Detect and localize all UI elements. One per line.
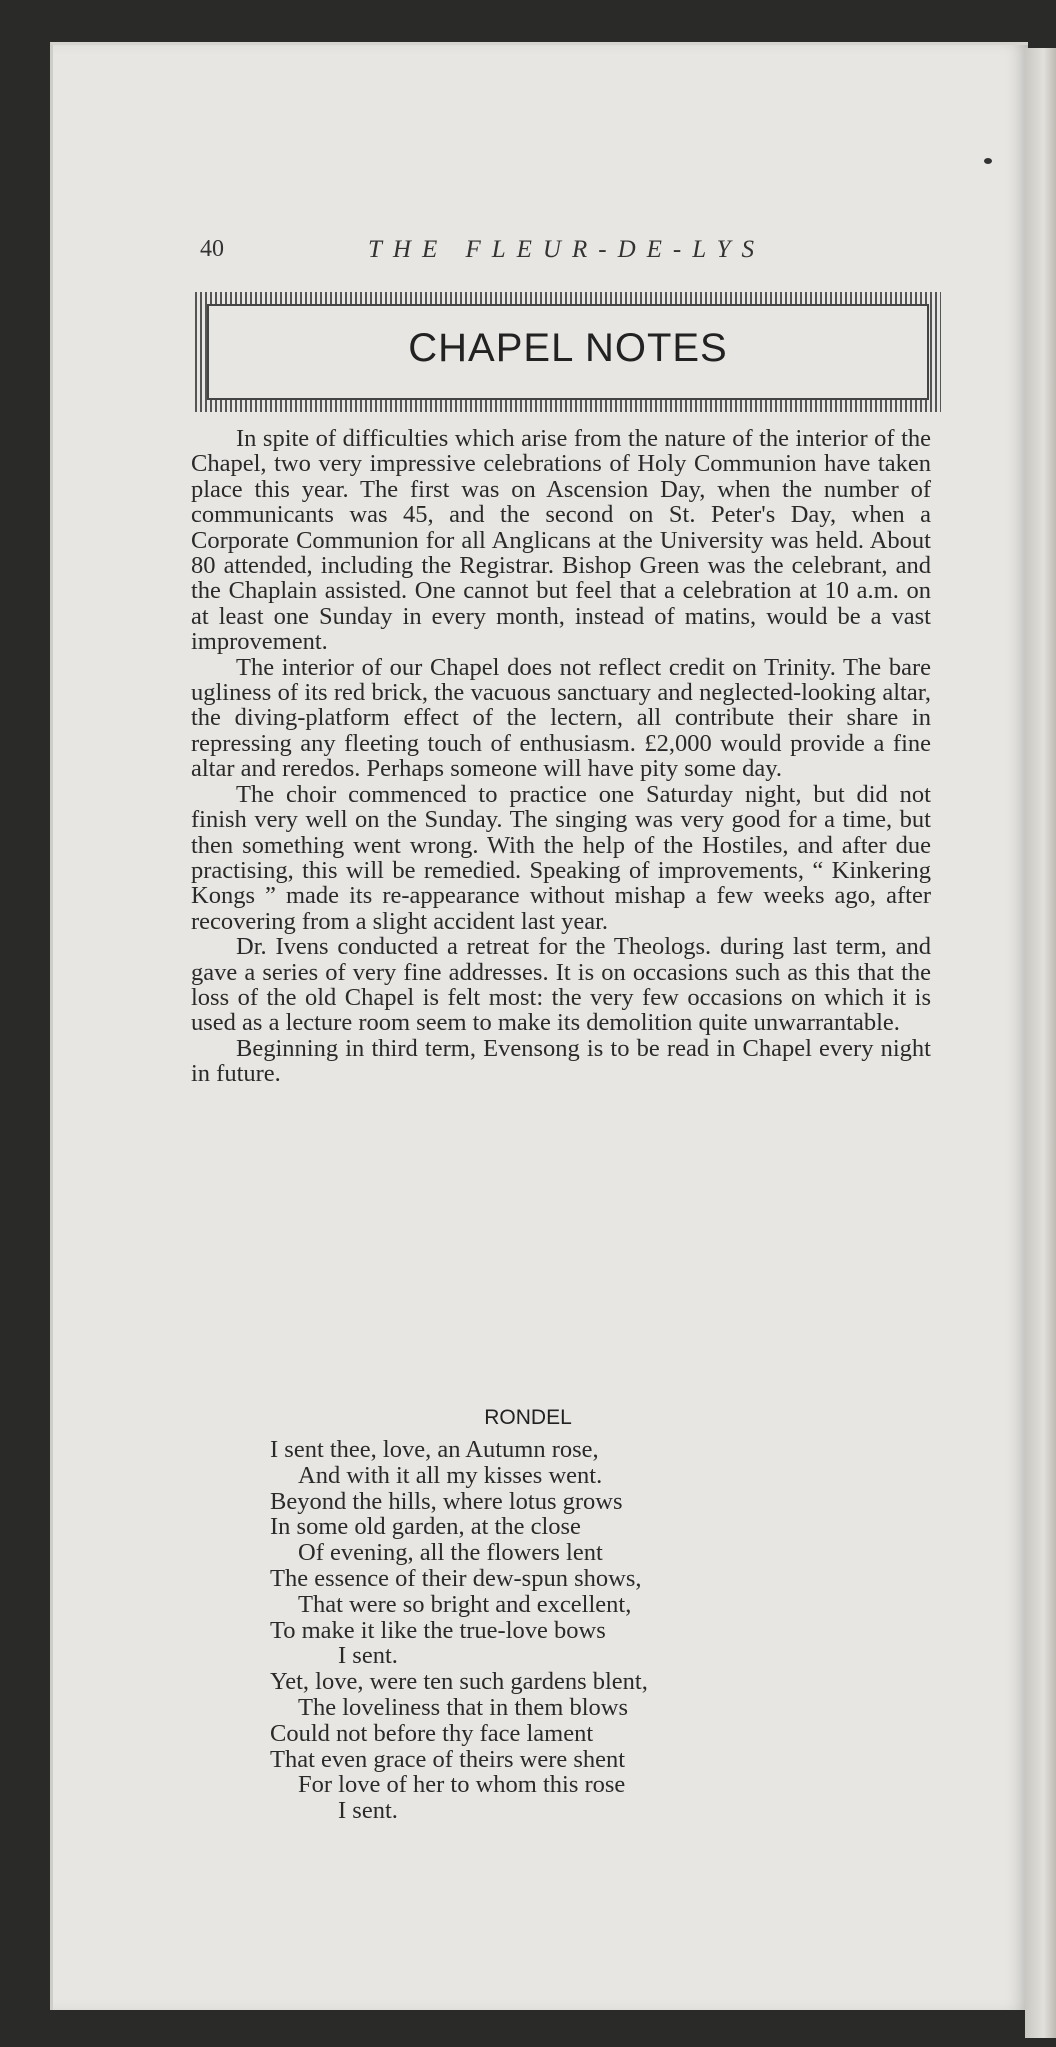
poem-line: In some old garden, at the close bbox=[270, 1513, 581, 1541]
ink-speck bbox=[984, 158, 992, 164]
poem-line: Beyond the hills, where lotus grows bbox=[270, 1487, 623, 1515]
poem-line: I sent. bbox=[338, 1642, 398, 1670]
paragraph: Beginning in third term, Evensong is to be read in Chapel every night in future. bbox=[191, 1034, 931, 1088]
poem-line: I sent thee, love, an Autumn rose, bbox=[270, 1436, 599, 1463]
poem-line: The essence of their dew-spun shows, bbox=[270, 1564, 642, 1592]
poem-line: To make it like the true-love bows bbox=[270, 1616, 606, 1644]
poem-line: I sent. bbox=[338, 1797, 398, 1825]
poem-line: That even grace of theirs were shent bbox=[270, 1745, 626, 1773]
poem-line: And with it all my kisses went. bbox=[298, 1461, 603, 1489]
paragraph: The interior of our Chapel does not reflect credit on Trinity. The bare ugliness of its red brick, the vacuous sanctuary and neglected-looking altar, the diving-platform effect of the lectern, all contribute their share in repressing any fleeting touch of enthusiasm. £2,000 would provide a fine altar and reredos. Perhaps someone will have pity some day. bbox=[191, 653, 931, 783]
poem-line: Of evening, all the flowers lent bbox=[298, 1539, 603, 1567]
page-spine-edge bbox=[1025, 48, 1056, 2038]
page-number: 40 bbox=[200, 236, 224, 262]
poem-line: Yet, love, were ten such gardens blent, bbox=[270, 1668, 648, 1696]
poem-line: That were so bright and excellent, bbox=[298, 1590, 632, 1618]
poem-line: For love of her to whom this rose bbox=[298, 1771, 626, 1799]
paragraph: In spite of difficulties which arise from the nature of the interior of the Chapel, two very impressive celebrations of Holy Communion have taken place this year. The first was on Ascension Day, when the number of communicants was 45, and the second on St. Peter's Day, when a Corporate Communion for all Anglicans at the University was held. About 80 attended, including the Registrar. Bishop Green was the celebrant, and the Chaplain assisted. One cannot but feel that a celebration at 10 a.m. on at least one Sunday in every month, instead of matins, would be a vast improvement. bbox=[191, 425, 931, 656]
article-body bbox=[191, 426, 931, 1087]
paragraph: The choir commenced to practice one Saturday night, but did not finish very well on the Sunday. The singing was very good for a time, but then something went wrong. With the help of the Hostiles, and after due practising, this will be remedied. Speaking of improvements, “ Kinkering Kongs ” made its re-appearance without mishap a few weeks ago, after recovering from a slight accident last year. bbox=[191, 780, 931, 935]
poem-title: RONDEL bbox=[484, 1406, 572, 1429]
poem bbox=[270, 1437, 830, 1824]
paragraph: Dr. Ivens conducted a retreat for the Theologs. during last term, and gave a series of very fine addresses. It is on occasions such as this that the loss of the old Chapel is felt most: the very few occasions on which it is used as a lecture room seem to make its demolition quite unwarrantable. bbox=[191, 933, 931, 1037]
poem-line: Could not before thy face lament bbox=[270, 1719, 594, 1747]
section-title: CHAPEL NOTES bbox=[408, 326, 728, 370]
section-title-box bbox=[195, 292, 941, 412]
running-header bbox=[200, 236, 960, 272]
running-title: THE FLEUR-DE-LYS bbox=[368, 236, 766, 263]
poem-line: The loveliness that in them blows bbox=[298, 1693, 629, 1721]
